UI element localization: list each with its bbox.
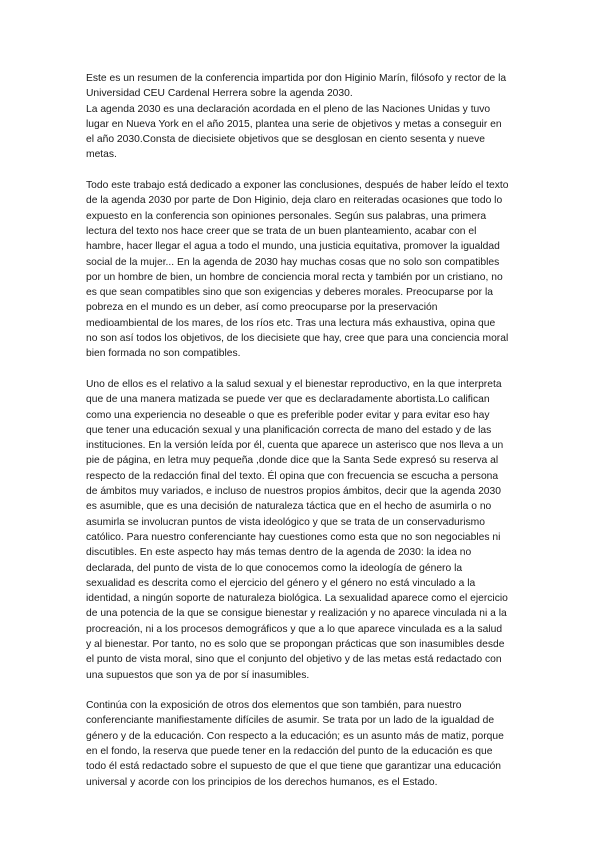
text-line: La agenda 2030 es una declaración acordada en el pleno de las Naciones Unidas y tuvo [86, 103, 491, 115]
text-line: Continúa con la exposición de otros dos elementos que son también, para nuestro [86, 700, 462, 712]
paragraph-introduction [86, 71, 528, 163]
text-line: lugar en Nueva York en el año 2015, plantea una serie de objetivos y metas a conseguir en [86, 118, 502, 130]
text-line: Universidad CEU Cardenal Herrera sobre la agenda 2030. [86, 88, 353, 100]
text-line: es asumible, que es una decisión de naturaleza táctica que en el hecho de asumirla o no [86, 501, 492, 513]
text-line: de ámbitos muy variados, e incluso de nuestros propios ámbitos, decir que la agenda 2030 [86, 486, 501, 498]
text-line: universal y acorde con los principios de los derechos humanos, es el Estado. [86, 776, 438, 788]
text-line: y al bienestar. Por tanto, no es solo que se propongan prácticas que son inasumibles desde [86, 638, 505, 650]
text-line: como una experiencia no deseable o que es preferible poder evitar y para evitar eso hay [86, 409, 490, 421]
text-line: por un hombre de bien, un hombre de conciencia moral recta y también por un cristiano, no [86, 271, 503, 283]
text-line: expuesto en la conferencia son opiniones personales. Según sus palabras, una primera [86, 210, 487, 222]
paragraph-sexual-health [86, 377, 528, 683]
text-line: instituciones. En la versión leída por él, cuenta que aparece un asterisco que nos lleva a un [86, 440, 504, 452]
text-line: pobreza en el mundo es un deber, así como preocuparse por la preservación [86, 302, 438, 314]
text-line: el año 2030.Consta de diecisiete objetivos que se desglosan en ciento sesenta y nueve [86, 134, 485, 146]
text-line: que de una manera matizada se puede ver que es declaradamente abortista.Lo califican [86, 394, 490, 406]
text-line: católico. Para nuestro conferenciante hay cuestiones como esta que no son negociables ni [86, 531, 501, 543]
text-line: respecto de la redacción final del texto. Él opina que con frecuencia se escucha a persona [86, 470, 499, 482]
text-line: que tener una educación sexual y una planificación correcta de mano del estado y de las [86, 424, 492, 436]
text-line: Este es un resumen de la conferencia impartida por don Higinio Marín, filósofo y rector de la [86, 73, 507, 84]
text-line: en el fondo, la reserva que puede tener en la redacción del punto de la educación es que [86, 746, 493, 758]
text-line: asumirla se involucran puntos de vista ideológico y que se trata de un conservadurismo [86, 516, 485, 528]
text-line: género y de la educación. Con respecto a la educación; es un asunto más de matiz, porque [86, 730, 504, 742]
paragraph-conclusions [86, 178, 528, 362]
text-line: de la agenda 2030 por parte de Don Higinio, deja claro en reiteradas ocasiones que todo lo [86, 195, 503, 207]
paragraph-gender-education [86, 698, 528, 790]
text-line: Uno de ellos es el relativo a la salud sexual y el bienestar reproductivo, en la que interpreta [86, 378, 502, 390]
text-line: Todo este trabajo está dedicado a exponer las conclusiones, después de haber leído el texto [86, 180, 509, 192]
text-line: conferenciante manifiestamente difíciles de asumir. Se trata por un lado de la igualdad de [86, 715, 495, 727]
text-line: sexualidad es descrita como el ejercicio del género y el género no está vinculado a la [86, 577, 476, 589]
text-line: una supuestos que son ya de por sí inasumibles. [86, 669, 310, 681]
text-line: lectura del texto nos hace creer que se trata de un buen planteamiento, acabar con el [86, 225, 477, 237]
text-line: hambre, hacer llegar el agua a todo el mundo, una justicia equitativa, promover la igualdad [86, 241, 500, 253]
text-line: procreación, ni a los procesos demográficos y que a lo que aparece vinculada es a la salud [86, 623, 503, 635]
text-line: social de la mujer... En la agenda de 2030 hay muchas cosas que no solo son compatibles [86, 256, 500, 268]
text-line: el punto de vista moral, sino que el conjunto del objetivo y de las metas está redactado con [86, 654, 502, 666]
text-line: medioambiental de los mares, de los ríos etc. Tras una lectura más exhaustiva, opina que [86, 317, 496, 329]
text-line: metas. [86, 149, 117, 161]
text-line: identidad, a ningún soporte de naturaleza biológica. La sexualidad aparece como el ejercicio [86, 593, 508, 605]
text-line: todo él está redactado sobre el supuesto de que el que tiene que garantizar una educación [86, 761, 502, 773]
text-line: es que sean compatibles sino que son exigencias y deberes morales. Preocuparse por la [86, 287, 493, 299]
text-line: discutibles. En este aspecto hay más temas dentro de la agenda de 2030: la idea no [86, 547, 472, 559]
text-line: no son así todos los objetivos, de los diecisiete que hay, cree que para una conciencia moral [86, 333, 509, 345]
text-line: de una potencia de la que se consigue bienestar y realización y no aparece vinculada ni a la [86, 608, 507, 620]
document-body [86, 71, 528, 805]
text-line: bien formada no son compatibles. [86, 348, 241, 360]
text-line: declarada, del punto de vista de lo que conocemos como la ideología de género la [86, 562, 463, 574]
text-line: pie de página, en letra muy pequeña ,donde dice que la Santa Sede expresó su reserva al [86, 455, 499, 467]
